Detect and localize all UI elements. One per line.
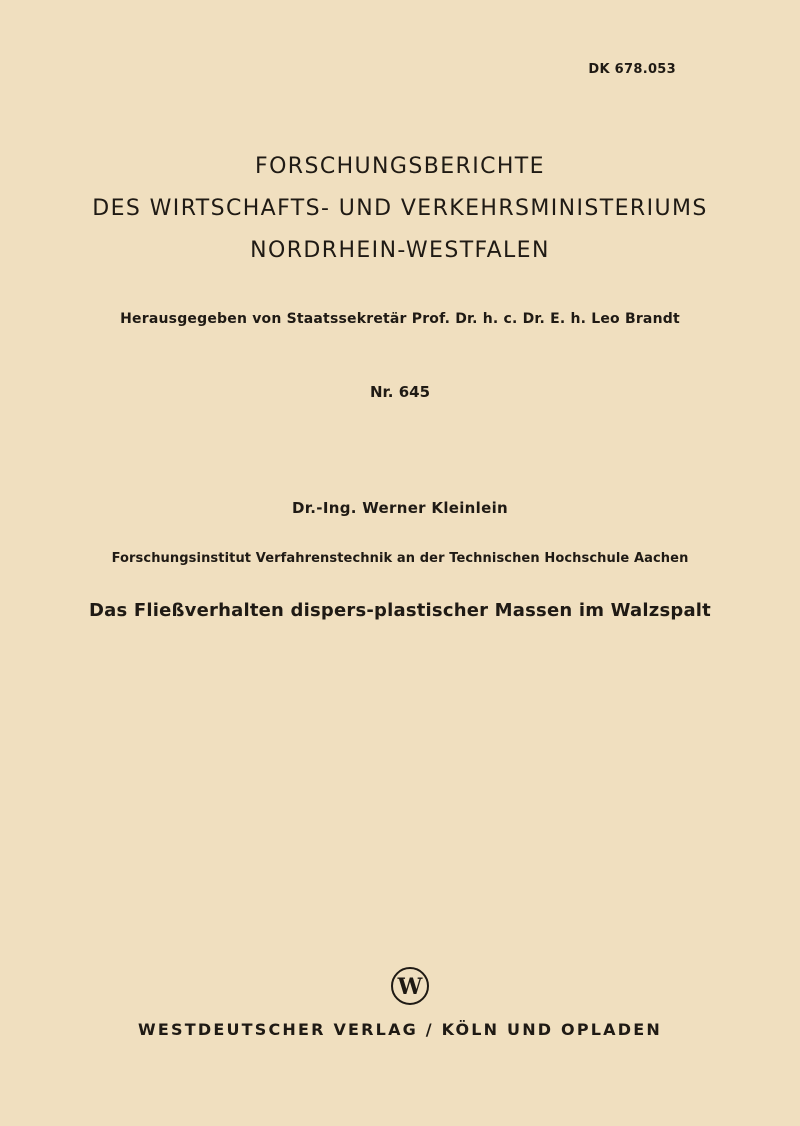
publisher-line: WESTDEUTSCHER VERLAG / KÖLN UND OPLADEN bbox=[138, 1020, 662, 1039]
series-title-line-1: FORSCHUNGSBERICHTE bbox=[255, 154, 545, 179]
institute-name: Forschungsinstitut Verfahrenstechnik an der Technischen Hochschule Aachen bbox=[111, 551, 689, 566]
report-number: Nr. 645 bbox=[369, 383, 431, 401]
editor-line: Herausgegeben von Staatssekretär Prof. Dr. h. c. Dr. E. h. Leo Brandt bbox=[120, 311, 680, 327]
westdeutscher-verlag-w-logo-icon bbox=[390, 966, 430, 1006]
book-title: Das Fließverhalten dispers-plastischer Massen im Walzspalt bbox=[89, 600, 711, 621]
classification-code: DK 678.053 bbox=[588, 62, 676, 77]
author-name: Dr.-Ing. Werner Kleinlein bbox=[292, 499, 508, 517]
logo-letter: W bbox=[397, 974, 423, 1000]
series-title-line-2: DES WIRTSCHAFTS- UND VERKEHRSMINISTERIUMS bbox=[92, 196, 708, 221]
series-title-line-3: NORDRHEIN-WESTFALEN bbox=[250, 238, 550, 263]
